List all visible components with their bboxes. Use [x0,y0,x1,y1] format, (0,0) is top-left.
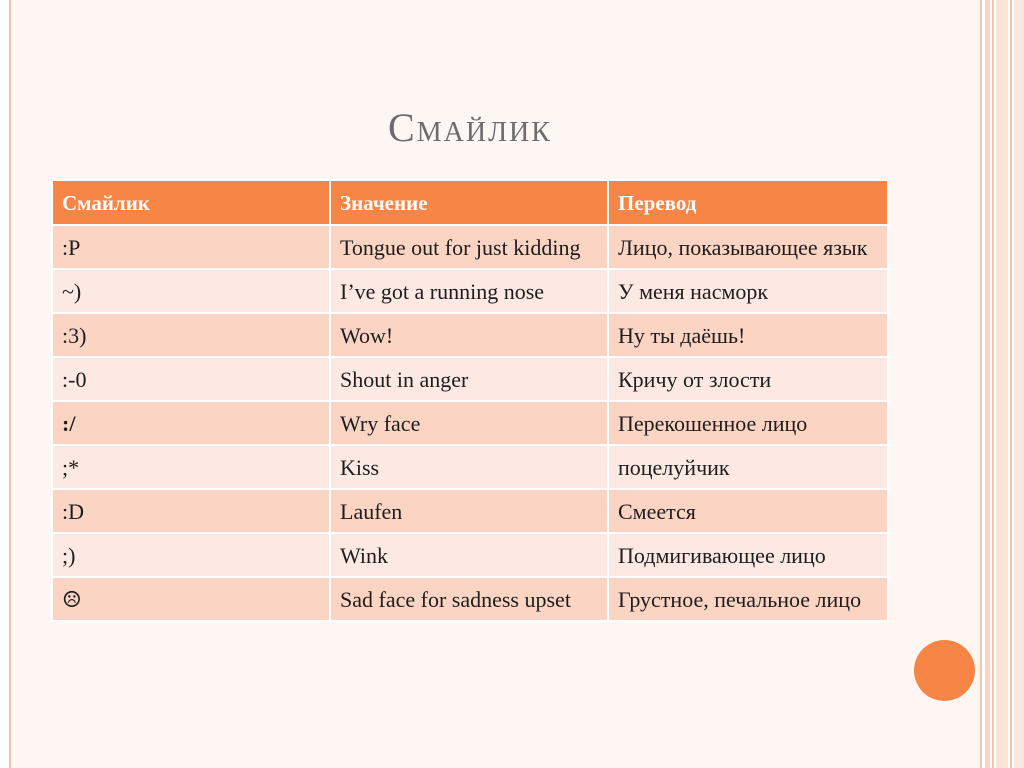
right-decorative-stripe [992,0,994,768]
cell-smiley: :-0 [52,357,330,401]
cell-translation: Лицо, показывающее язык [608,225,888,269]
cell-translation: У меня насморк [608,269,888,313]
cell-smiley: ~) [52,269,330,313]
cell-meaning: Wink [330,533,608,577]
cell-smiley: :3) [52,313,330,357]
right-decorative-stripe [980,0,982,768]
slide-title: Смайлик [388,105,552,150]
cell-translation: Грустное, печальное лицо [608,577,888,621]
table-row [52,533,888,577]
cell-meaning: I’ve got a running nose [330,269,608,313]
table-row [52,225,888,269]
cell-smiley: ;* [52,445,330,489]
table-body [52,225,888,621]
cell-smiley: :/ [52,401,330,445]
cell-translation: Кричу от злости [608,357,888,401]
cell-meaning: Tongue out for just kidding [330,225,608,269]
decorative-circle [914,640,975,701]
cell-meaning: Wry face [330,401,608,445]
cell-smiley: ;) [52,533,330,577]
cell-smiley: ☹ [52,577,330,621]
right-decorative-stripe [1010,0,1012,768]
cell-meaning: Laufen [330,489,608,533]
right-decorative-stripe [996,0,1008,768]
smiley-table [51,179,889,622]
table-header-row [52,180,888,225]
cell-translation: Смеется [608,489,888,533]
cell-translation: поцелуйчик [608,445,888,489]
cell-meaning: Sad face for sadness upset [330,577,608,621]
table-row [52,489,888,533]
cell-translation: Ну ты даёшь! [608,313,888,357]
right-decorative-stripe [1014,0,1024,768]
right-decorative-stripe [985,0,990,768]
table-row [52,577,888,621]
header-smiley: Смайлик [52,180,330,225]
header-translation: Перевод [608,180,888,225]
cell-smiley: :D [52,489,330,533]
table-row [52,313,888,357]
header-meaning: Значение [330,180,608,225]
table-row [52,401,888,445]
cell-meaning: Wow! [330,313,608,357]
table-row [52,269,888,313]
cell-translation: Перекошенное лицо [608,401,888,445]
cell-smiley: :P [52,225,330,269]
cell-meaning: Shout in anger [330,357,608,401]
cell-meaning: Kiss [330,445,608,489]
table-row [52,357,888,401]
cell-translation: Подмигивающее лицо [608,533,888,577]
table-row [52,445,888,489]
